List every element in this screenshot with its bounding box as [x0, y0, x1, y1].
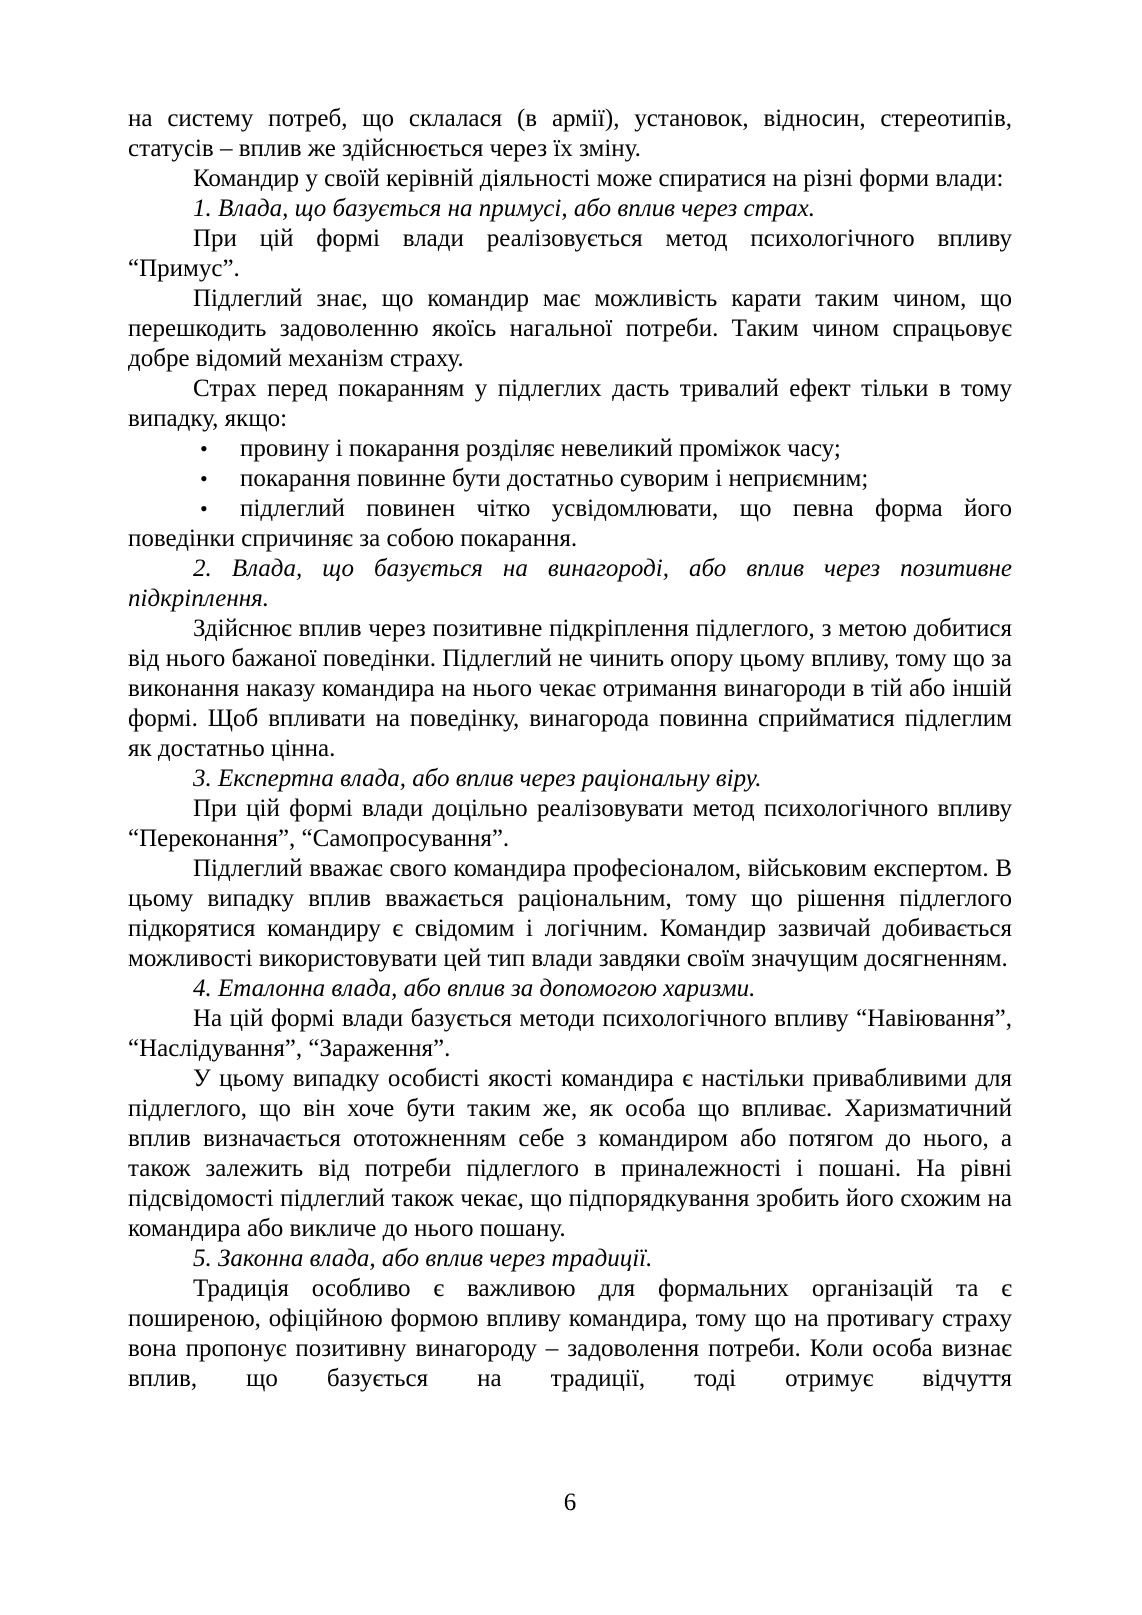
section-heading: 5. Законна влада, або вплив через традиції.	[193, 1245, 653, 1272]
paragraph: При цій формі влади доцільно реалізовувати метод психологічного впливу “Переконання”, “Самопросування”.	[128, 795, 1012, 852]
paragraph: У цьому випадку особисті якості командира є настільки привабливими для підлеглого, що він хоче бути таким же, як особа що впливає. Харизматичний вплив визначається ототожненням себе з командиром або потягом до нього, а також залежить від потреби підлеглого в приналежності і пошані. На рівні підсвідомості підлеглий також чекає, що підпорядкування зробить його схожим на командира або викличе до нього пошану.	[128, 1065, 1012, 1242]
paragraph: При цій формі влади реалізовується метод психологічного впливу “Примус”.	[128, 225, 1012, 282]
paragraph: На цій формі влади базується методи психологічного впливу “Навіювання”, “Наслідування”, “Зараження”.	[128, 1005, 1012, 1062]
bullet-icon: •	[200, 436, 208, 461]
bullet-text: підлеглий повинен чітко усвідомлювати, що певна форма його поведінки спричиняє за собою покарання.	[128, 495, 1012, 552]
paragraph: Традиція особливо є важливою для формальних організацій та є поширеною, офіційною формою впливу командира, тому що на противагу страху вона пропонує позитивну винагороду – задоволення потреби. Коли особа визнає вплив, що базується на традиції, тоді отримує відчуття	[128, 1275, 1012, 1392]
paragraph: Підлеглий знає, що командир має можливість карати таким чином, що перешкодить задоволенню якоїсь нагальної потреби. Таким чином спрацьовує добре відомий механізм страху.	[128, 285, 1012, 372]
bullet-item	[128, 464, 1012, 494]
section-heading: 1. Влада, що базується на примусі, або вплив через страх.	[193, 195, 815, 222]
section-heading: 2. Влада, що базується на винагороді, або вплив через позитивне підкріплення.	[128, 555, 1012, 612]
bullet-icon: •	[200, 496, 208, 521]
paragraph: Командир у своїй керівній діяльності може спиратися на різні форми влади:	[193, 165, 1004, 192]
bullet-text: провину і покарання розділяє невеликий проміжок часу;	[240, 435, 841, 462]
bullet-item	[128, 494, 1012, 554]
section-heading: 3. Експертна влада, або вплив через раціональну віру.	[193, 765, 762, 792]
paragraph: Підлеглий вважає свого командира професіоналом, військовим експертом. В цьому випадку вплив вважається раціональним, тому що рішення підлеглого підкорятися командиру є свідомим і логічним. Командир зазвичай добивається можливості використовувати цей тип влади завдяки своїм значущим досягненням.	[128, 855, 1012, 972]
bullet-item	[128, 434, 1012, 464]
paragraph: Здійснює вплив через позитивне підкріплення підлеглого, з метою добитися від нього бажаної поведінки. Підлеглий не чинить опору цьому впливу, тому що за виконання наказу командира на нього чекає отримання винагороди в тій або іншій формі. Щоб впливати на поведінку, винагорода повинна сприйматися підлеглим як достатньо цінна.	[128, 615, 1012, 762]
paragraph: Страх перед покаранням у підлеглих дасть тривалий ефект тільки в тому випадку, якщо:	[128, 375, 1012, 432]
bullet-icon: •	[200, 466, 208, 491]
section-heading: 4. Еталонна влада, або вплив за допомогою харизми.	[193, 975, 756, 1002]
paragraph: на систему потреб, що склалася (в армії), установок, відносин, стереотипів, статусів – вплив же здійснюється через їх зміну.	[128, 105, 1012, 162]
bullet-text: покарання повинне бути достатньо суворим і неприємним;	[240, 465, 869, 492]
page-number: 6	[563, 1489, 577, 1516]
document-body	[128, 104, 1012, 1394]
